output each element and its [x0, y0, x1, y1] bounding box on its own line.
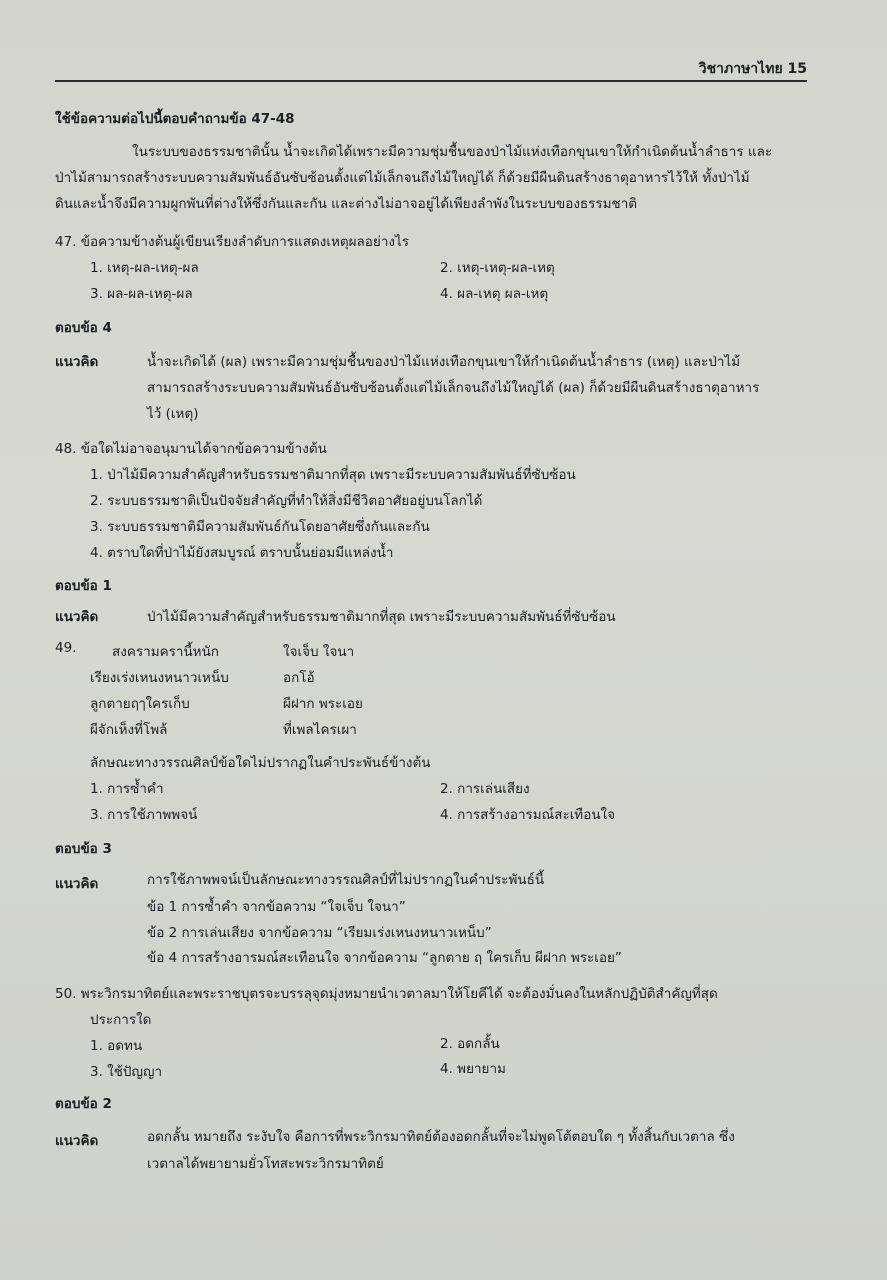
- option: 2. อดกลั้น: [440, 1036, 500, 1052]
- option: 1. อดทน: [90, 1038, 143, 1054]
- answer-49: ตอบข้อ 3: [55, 841, 112, 857]
- option: 4. การสร้างอารมณ์สะเทือนใจ: [440, 807, 616, 823]
- passage-line: ดินและน้ำจึงมีความผูกพันที่ต่างให้ซึ่งกันและกัน และต่างไม่อาจอยู่ได้เพียงลำพังในระบบของธรรมชาติ: [55, 196, 638, 212]
- poem-line: ผีจักเห็งที่โพล้: [90, 722, 168, 738]
- answer-50: ตอบข้อ 2: [55, 1096, 112, 1112]
- page-header: วิชาภาษาไทย 15: [698, 61, 807, 77]
- option: 3. ระบบธรรมชาติมีความสัมพันธ์กันโดยอาศัยซึ่งกันและกัน: [90, 519, 430, 535]
- concept-line: ข้อ 2 การเล่นเสียง จากข้อความ “เรียมเร่งเหนงหนาวเหน็บ”: [147, 925, 492, 941]
- concept-line: น้ำจะเกิดได้ (ผล) เพราะมีความชุ่มชื้นของป่าไม้แห่งเทือกขุนเขาให้กำเนิดต้นน้ำลำธาร (เหตุ) และป่าไม้: [147, 354, 741, 370]
- poem-line: ผีฝาก พระเอย: [283, 696, 363, 712]
- option: 3. ผล-ผล-เหตุ-ผล: [90, 286, 193, 302]
- concept-label: แนวคิด: [55, 876, 99, 892]
- concept-line: การใช้ภาพพจน์เป็นลักษณะทางวรรณศิลป์ที่ไม่ปรากฏในคำประพันธ์นี้: [147, 872, 545, 888]
- option: 2. เหตุ-เหตุ-ผล-เหตุ: [440, 260, 555, 276]
- option: 3. การใช้ภาพพจน์: [90, 807, 198, 823]
- question-47: 47. ข้อความข้างต้นผู้เขียนเรียงลำดับการแสดงเหตุผลอย่างไร: [55, 234, 410, 250]
- answer-48: ตอบข้อ 1: [55, 578, 112, 594]
- concept-line: ข้อ 4 การสร้างอารมณ์สะเทือนใจ จากข้อความ “ลูกตาย ฤ ใครเก็บ ผีฝาก พระเอย”: [147, 950, 622, 966]
- concept-line: ไว้ (เหตุ): [147, 406, 199, 422]
- concept-line: ข้อ 1 การซ้ำคำ จากข้อความ “ใจเจ็บ ใจนา”: [147, 899, 406, 915]
- option: 4. ผล-เหตุ ผล-เหตุ: [440, 286, 549, 302]
- poem-line: ลูกตายฤๅใครเก็บ: [90, 696, 190, 712]
- passage-line: ป่าไม้สามารถสร้างระบบความสัมพันธ์อันซับซ้อนตั้งแต่ไม้เล็กจนถึงไม้ใหญ่ได้ ก็ด้วยมีผืนดินสร้างธาตุอาหารไว้ให้ ทั้งป่าไม้: [55, 170, 750, 186]
- option: 1. เหตุ-ผล-เหตุ-ผล: [90, 260, 199, 276]
- poem-line: ที่เพลไครเผา: [283, 722, 357, 738]
- poem-line: เรียงเร่งเหนงหนาวเหน็บ: [90, 670, 229, 686]
- concept-line: เวตาลได้พยายามยั่วโทสะพระวิกรมาทิตย์: [147, 1156, 384, 1172]
- question-50: 50. พระวิกรมาทิตย์และพระราชบุตรจะบรรลุจุดมุ่งหมายนำเวตาลมาให้โยคีได้ จะต้องมั่นคงในหลักปฏิบัติสำคัญที่สุด: [55, 986, 718, 1002]
- header-rule: [55, 80, 807, 82]
- question-48: 48. ข้อใดไม่อาจอนุมานได้จากข้อความข้างต้น: [55, 441, 327, 457]
- option: 2. การเล่นเสียง: [440, 781, 530, 797]
- question-50-cont: ประการใด: [90, 1012, 152, 1028]
- poem-line: สงครามครานี้หนัก: [112, 644, 219, 660]
- concept-line: ป่าไม้มีความสำคัญสำหรับธรรมชาติมากที่สุด เพราะมีระบบความสัมพันธ์ที่ซับซ้อน: [147, 609, 616, 625]
- concept-label: แนวคิด: [55, 609, 99, 625]
- instruction: ใช้ข้อความต่อไปนี้ตอบคำถามข้อ 47-48: [55, 111, 295, 127]
- concept-label: แนวคิด: [55, 354, 99, 370]
- concept-line: สามารถสร้างระบบความสัมพันธ์อันซับซ้อนตั้งแต่ไม้เล็กจนถึงไม้ใหญ่ได้ (ผล) ก็ด้วยมีผืนดินสร้างธาตุอาหาร: [147, 380, 760, 396]
- option: 1. ป่าไม้มีความสำคัญสำหรับธรรมชาติมากที่สุด เพราะมีระบบความสัมพันธ์ที่ซับซ้อน: [90, 467, 576, 483]
- option: 1. การซ้ำคำ: [90, 781, 164, 797]
- option: 4. พยายาม: [440, 1061, 506, 1077]
- option: 3. ใช้ปัญญา: [90, 1064, 163, 1080]
- concept-line: อดกลั้น หมายถึง ระงับใจ คือการที่พระวิกรมาทิตย์ต้องอดกลั้นที่จะไม่พูดโต้ตอบใด ๆ ทั้งสิ้นกับเวตาล ซึ่ง: [147, 1129, 735, 1145]
- option: 4. ตราบใดที่ป่าไม้ยังสมบูรณ์ ตราบนั้นย่อมมีแหล่งน้ำ: [90, 545, 394, 561]
- option: 2. ระบบธรรมชาติเป็นปัจจัยสำคัญที่ทำให้สิ่งมีชีวิตอาศัยอยู่บนโลกได้: [90, 493, 483, 509]
- concept-label: แนวคิด: [55, 1133, 99, 1149]
- passage-line: ในระบบของธรรมชาตินั้น น้ำจะเกิดได้เพราะมีความชุ่มชื้นของป่าไม้แห่งเทือกขุนเขาให้กำเนิดต้นน้ำลำธาร และ: [132, 144, 773, 160]
- question-49: ลักษณะทางวรรณศิลป์ข้อใดไม่ปรากฏในคำประพันธ์ข้างต้น: [90, 755, 431, 771]
- poem-line: ใจเจ็บ ใจนา: [283, 644, 355, 660]
- poem-line: อกโอ้: [283, 670, 315, 686]
- question-49-number: 49.: [55, 640, 77, 656]
- answer-47: ตอบข้อ 4: [55, 320, 112, 336]
